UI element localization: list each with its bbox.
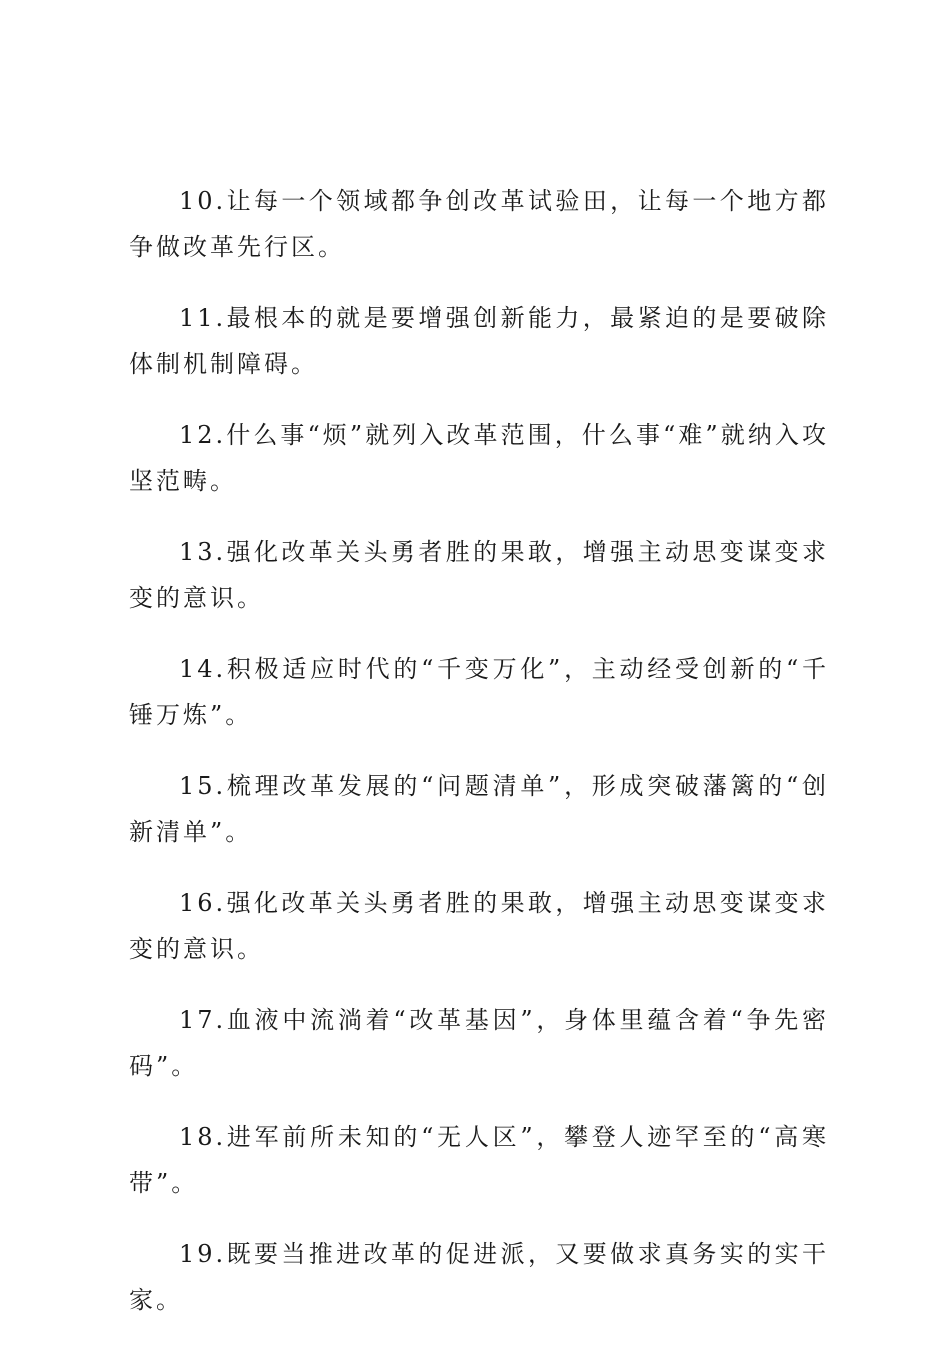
list-item: 10.让每一个领域都争创改革试验田，让每一个地方都争做改革先行区。: [129, 187, 829, 261]
list-item: 12.什么事“烦”就列入改革范围，什么事“难”就纳入攻坚范畴。: [129, 421, 829, 495]
list-item: 16.强化改革关头勇者胜的果敢，增强主动思变谋变求变的意识。: [129, 889, 829, 963]
list-item: 15.梳理改革发展的“问题清单”，形成突破藩篱的“创新清单”。: [129, 772, 829, 846]
list-item: 19.既要当推进改革的促进派，又要做求真务实的实干家。: [129, 1240, 829, 1314]
list-item: 18.进军前所未知的“无人区”，攀登人迹罕至的“高寒带”。: [129, 1123, 829, 1197]
list-item: 14.积极适应时代的“千变万化”，主动经受创新的“千锤万炼”。: [129, 655, 829, 729]
list-item: 11.最根本的就是要增强创新能力，最紧迫的是要破除体制机制障碍。: [129, 304, 829, 378]
list-item: 13.强化改革关头勇者胜的果敢，增强主动思变谋变求变的意识。: [129, 538, 829, 612]
document-body: [129, 178, 829, 1348]
list-item: 17.血液中流淌着“改革基因”，身体里蕴含着“争先密码”。: [129, 1006, 829, 1080]
